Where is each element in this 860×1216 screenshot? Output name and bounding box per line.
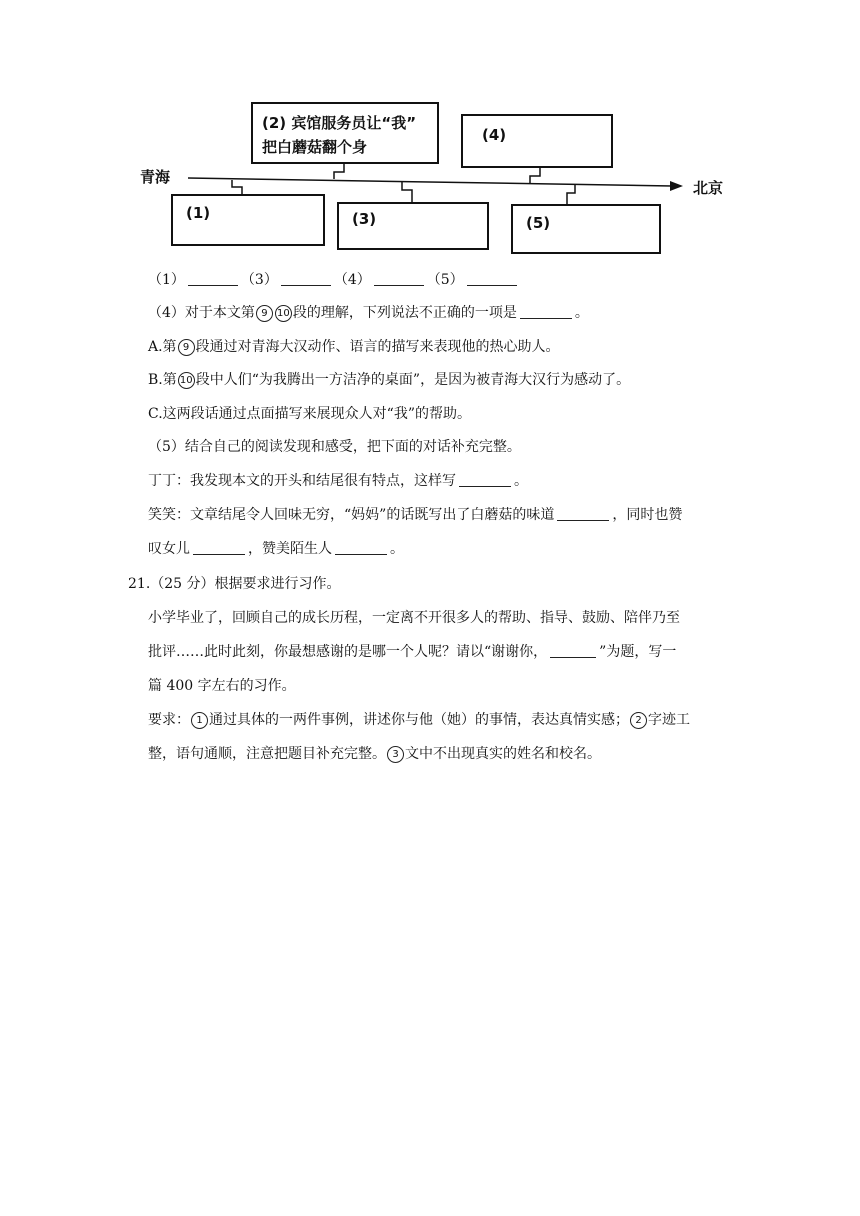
q4-prefix: （4）对于本文第 [148, 305, 255, 321]
q21-p2-post: ”为题，写一 [599, 644, 677, 660]
q5-xiaoxiao-blank-3[interactable] [335, 540, 387, 555]
answer-blank-3[interactable] [281, 271, 331, 286]
q4-option-c [148, 404, 471, 424]
q5-prompt-text: （5）结合自己的阅读发现和感受，把下面的对话补充完整。 [148, 439, 521, 455]
timeline-box-4-label: (4) [482, 126, 507, 144]
q5-line3-pre: 叹女儿 [148, 541, 190, 557]
q21-requirements [148, 710, 690, 730]
q4-option-c-text: C.这两段话通过点面描写来展现众人对“我”的帮助。 [148, 406, 471, 422]
q5-dingding-end: 。 [514, 473, 528, 489]
timeline-axis [188, 178, 672, 186]
answer-label-3: （3） [240, 272, 278, 288]
q5-prompt [148, 437, 521, 457]
q21-p3-text: 篇 400 字左右的习作。 [148, 678, 296, 694]
q5-xiaoxiao-cont [148, 539, 404, 559]
timeline-box-2-line2: 把白蘑菇翻个身 [262, 138, 368, 156]
q4-option-b [148, 370, 630, 390]
timeline-start-label: 青海 [140, 168, 171, 186]
q21-req-2a: 字迹工 [648, 712, 690, 728]
q21-p2 [148, 642, 676, 662]
answer-label-1: （1） [148, 272, 185, 288]
q21-req-1: 通过具体的一两件事例，讲述你与他（她）的事情，表达真情实感； [209, 712, 629, 728]
q21-header [128, 574, 341, 594]
circled-1: 1 [191, 712, 208, 729]
q5-xiaoxiao-blank-1[interactable] [557, 506, 609, 521]
circled-10: 10 [178, 372, 195, 389]
q4-option-a-text: 段通过对青海大汉动作、语言的描写来表现他的热心助人。 [195, 339, 560, 355]
q5-dingding [148, 471, 528, 491]
q21-p1 [148, 608, 680, 628]
answer-blank-1[interactable] [188, 271, 238, 286]
connector-2 [334, 163, 344, 179]
q4-stem [148, 303, 589, 323]
q21-req-2b: 整，语句通顺，注意把题目补充完整。 [148, 746, 386, 762]
q21-req-3: 文中不出现真实的姓名和校名。 [405, 746, 601, 762]
q21-title-blank[interactable] [550, 643, 596, 658]
answer-label-5: （5） [426, 272, 464, 288]
q4-option-a-prefix: A.第 [148, 339, 177, 355]
q4-option-a [148, 337, 560, 357]
q21-requirements-cont [148, 744, 601, 764]
circled-2: 2 [630, 712, 647, 729]
circled-3: 3 [387, 746, 404, 763]
q21-p2-pre: 批评……此时此刻，你最想感谢的是哪一个人呢？请以“谢谢你， [148, 644, 548, 660]
circled-9: 9 [256, 305, 273, 322]
timeline-box-2-line1: (2) 宾馆服务员让“我” [262, 114, 417, 132]
connector-4 [530, 167, 540, 184]
timeline-box-3-label: (3) [352, 210, 377, 228]
q5-xiaoxiao-mid: ，同时也赞 [612, 507, 683, 523]
q21-req-prefix: 要求： [148, 712, 190, 728]
timeline-arrowhead [670, 181, 683, 191]
answer-blank-5[interactable] [467, 271, 517, 286]
q5-xiaoxiao-text: 笑笑：文章结尾令人回味无穷，“妈妈”的话既写出了白蘑菇的味道 [148, 507, 555, 523]
q4-option-b-prefix: B.第 [148, 372, 177, 388]
circled-9: 9 [178, 339, 195, 356]
timeline-diagram [0, 0, 860, 270]
q4-option-b-text: 段中人们“为我腾出一方洁净的桌面”，是因为被青海大汉行为感动了。 [195, 372, 631, 388]
q5-line3-end: 。 [390, 541, 404, 557]
q4-end: 。 [574, 305, 589, 321]
timeline-end-label: 北京 [693, 179, 724, 197]
q5-line3-mid: ，赞美陌生人 [248, 541, 332, 557]
circled-10: 10 [275, 305, 292, 322]
q21-header-text: 21.（25 分）根据要求进行习作。 [128, 576, 341, 592]
answer-blank-4[interactable] [374, 271, 424, 286]
q21-p3 [148, 676, 296, 696]
q21-p1-text: 小学毕业了，回顾自己的成长历程，一定离不开很多人的帮助、指导、鼓励、陪伴乃至 [148, 610, 680, 626]
q4-answer-blank[interactable] [520, 304, 572, 319]
q5-xiaoxiao-blank-2[interactable] [193, 540, 245, 555]
q5-dingding-blank[interactable] [459, 472, 511, 487]
answer-label-4: （4） [333, 272, 371, 288]
connector-5 [567, 185, 575, 205]
timeline-box-1-label: (1) [186, 204, 211, 222]
connector-1 [232, 180, 242, 195]
timeline-box-5-label: (5) [526, 214, 551, 232]
connector-3 [402, 182, 412, 203]
diagram-answer-line [148, 270, 520, 290]
q5-xiaoxiao [148, 505, 682, 525]
q4-suffix: 段的理解，下列说法不正确的一项是 [292, 305, 517, 321]
q5-dingding-text: 丁丁：我发现本文的开头和结尾很有特点，这样写 [148, 473, 456, 489]
